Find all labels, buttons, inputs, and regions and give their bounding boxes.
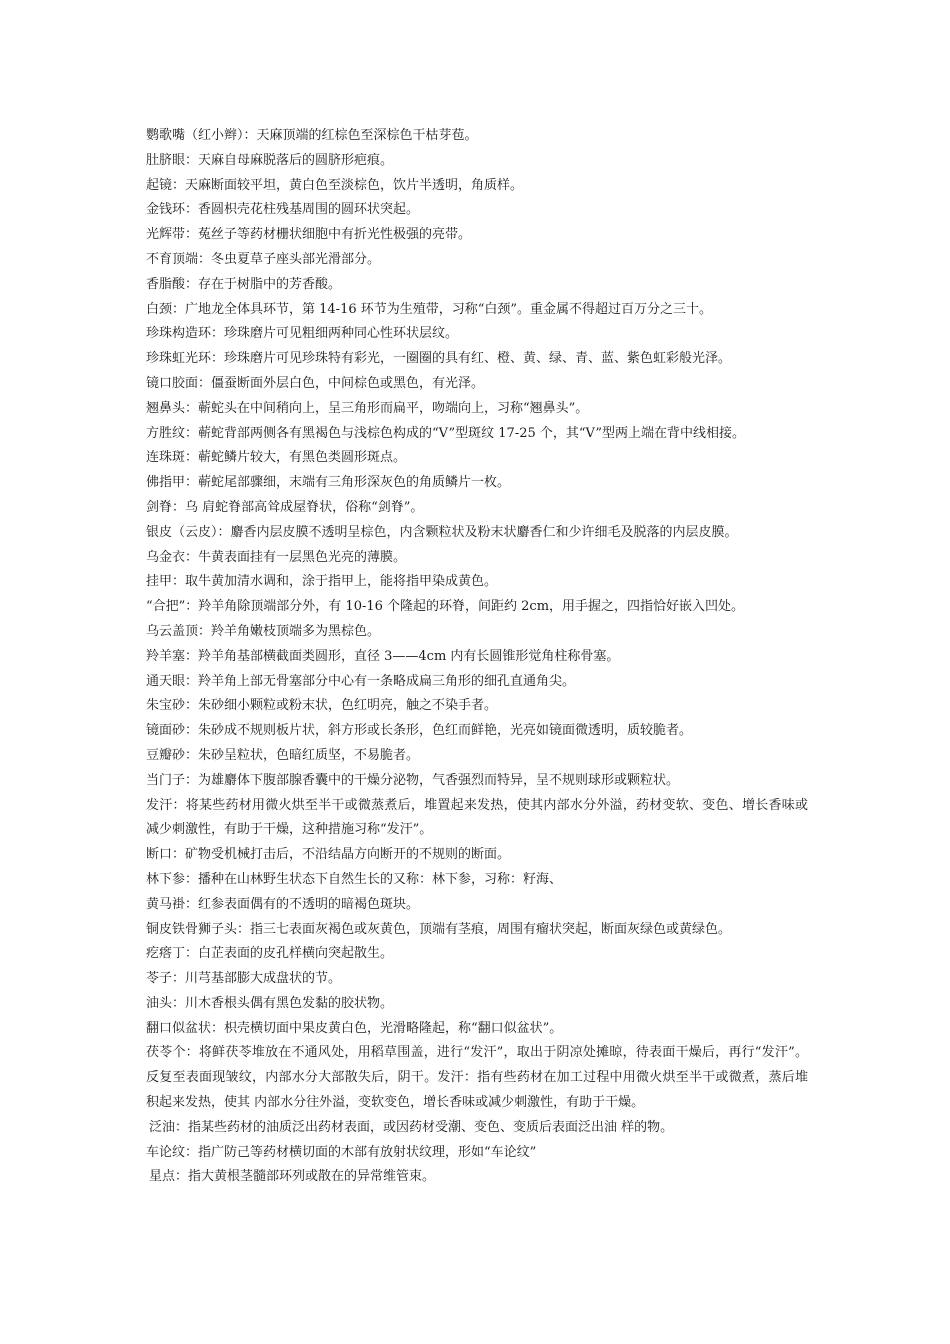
- glossary-entry: 疙瘩丁：白芷表面的皮孔样横向突起散生。: [146, 946, 394, 962]
- glossary-entry: “合把”：羚羊角除顶端部分外，有 10-16 个隆起的环脊，间距约 2cm，用手握之，四指恰好嵌入凹处。: [146, 599, 745, 615]
- glossary-entry: 发汗：将某些药材用微火烘至半干或微蒸煮后，堆置起来发热，使其内部水分外溢，药材变软、变色、增长香味或减少刺激性，有助于干燥，这种措施习称“发汗”。: [146, 797, 808, 838]
- glossary-entry: 苓子：川芎基部膨大成盘状的节。: [146, 971, 342, 987]
- glossary-entry: 金钱环：香圆枳壳花柱残基周围的圆环状突起。: [146, 202, 420, 218]
- glossary-entry: 茯苓个：将鲜茯苓堆放在不通风处，用稻草围盖，进行“发汗”，取出于阴凉处摊晾，待表面干燥后，再行“发汗”。反复至表面现皱纹，内部水分大部散失后，阴干。发汗：指有些药材在加工过程中用微火烘至半干或微煮，蒸后堆积起来发热，使其 内部水分往外溢，变软变色，增长香味或减少刺激性，有助于干燥。: [146, 1045, 808, 1111]
- glossary-entry: 光辉带：菟丝子等药材栅状细胞中有折光性极强的亮带。: [146, 227, 472, 243]
- glossary-entry: 剑脊：乌 肩蛇脊部高耸成屋脊状，俗称“剑脊”。: [146, 499, 424, 515]
- glossary-entry: 通天眼：羚羊角上部无骨塞部分中心有一条略成扁三角形的细孔直通角尖。: [146, 673, 576, 689]
- glossary-entry: 方胜纹：蕲蛇背部两侧各有黑褐色与浅棕色构成的“V”型斑纹 17-25 个，其“V”型两上端在背中线相接。: [146, 425, 746, 441]
- glossary-entry: 翻口似盆状：枳壳横切面中果皮黄白色，光滑略隆起，称“翻口似盆状”。: [146, 1020, 563, 1036]
- glossary-entry: 车论纹：指广防己等药材横切面的木部有放射状纹理，形如“车论纹”: [146, 1144, 537, 1160]
- glossary-entry: 豆瓣砂：朱砂呈粒状，色暗红质坚，不易脆者。: [146, 747, 420, 763]
- glossary-entry: 黄马褂：红参表面偶有的不透明的暗褐色斑块。: [146, 896, 420, 912]
- glossary-entry: 朱宝砂：朱砂细小颗粒或粉末状，色红明亮，触之不染手者。: [146, 698, 498, 714]
- glossary-entry: 不育顶端：冬虫夏草子座头部光滑部分。: [146, 251, 381, 267]
- glossary-entry: 当门子：为雄麝体下腹部腺香囊中的干燥分泌物，气香强烈而特异，呈不规则球形或颗粒状。: [146, 772, 680, 788]
- glossary-entry: 泛油：指某些药材的油质泛出药材表面，或因药材受潮、变色、变质后表面泛出油 样的物。: [149, 1119, 674, 1135]
- glossary-entry: 鹦歌嘴（红小辫）：天麻顶端的红棕色至深棕色干枯芽苞。: [146, 128, 478, 143]
- glossary-entry: 珍珠构造环：珍珠磨片可见粗细两种同心性环状层纹。: [146, 326, 459, 342]
- glossary-entry: 羚羊塞：羚羊角基部横截面类圆形，直径 3——4cm 内有长圆锥形觉角柱称骨塞。: [146, 648, 620, 664]
- glossary-entry: 佛指甲：蕲蛇尾部骤细，末端有三角形深灰色的角质鳞片一枚。: [146, 475, 511, 491]
- glossary-entry: 肚脐眼：天麻自母麻脱落后的圆脐形疤痕。: [146, 152, 394, 168]
- glossary-entry: 起镜：天麻断面较平坦，黄白色至淡棕色，饮片半透明，角质样。: [146, 177, 524, 193]
- glossary-entry: 油头：川木香根头偶有黑色发黏的胶状物。: [146, 995, 394, 1011]
- glossary-entry: 镜面砂：朱砂成不规则板片状，斜方形或长条形，色红而鲜艳，光亮如镜面微透明，质较脆者。: [146, 723, 693, 739]
- glossary-entry: 珍珠虹光环：珍珠磨片可见珍珠特有彩光，一圈圈的具有红、橙、黄、绿、青、蓝、紫色虹彩般光泽。: [146, 351, 732, 367]
- glossary-entry: 翘鼻头：蕲蛇头在中间稍向上，呈三角形而扁平，吻端向上，习称“翘鼻头”。: [146, 400, 589, 416]
- glossary-body: [146, 124, 808, 1190]
- glossary-entry: 林下参：播种在山林野生状态下自然生长的又称：林下参，习称：籽海、: [146, 871, 563, 887]
- glossary-entry: 乌金衣：牛黄表面挂有一层黑色光亮的薄膜。: [146, 549, 407, 565]
- glossary-entry: 镜口胶面：僵蚕断面外层白色，中间棕色或黑色，有光泽。: [146, 375, 485, 391]
- glossary-entry: 连珠斑：蕲蛇鳞片较大，有黑色类圆形斑点。: [146, 450, 407, 466]
- glossary-entry: 乌云盖顶：羚羊角嫩枝顶端多为黑棕色。: [146, 623, 381, 639]
- glossary-entry: 白颈：广地龙全体具环节，第 14-16 环节为生殖带，习称“白颈”。重金属不得超过百万分之三十。: [146, 301, 713, 317]
- glossary-entry: 香脂酸：存在于树脂中的芳香酸。: [146, 276, 342, 292]
- glossary-entry: 银皮（云皮）：麝香内层皮膜不透明呈棕色，内含颗粒状及粉末状麝香仁和少许细毛及脱落的内层皮膜。: [146, 524, 738, 540]
- glossary-entry: 星点：指大黄根茎髓部环列或散在的异常维管束。: [149, 1169, 436, 1185]
- glossary-entry: 挂甲：取牛黄加清水调和，涂于指甲上，能将指甲染成黄色。: [146, 574, 498, 590]
- glossary-entry: 断口：矿物受机械打击后，不沿结晶方向断开的不规则的断面。: [146, 847, 511, 863]
- glossary-entry: 铜皮铁骨狮子头：指三七表面灰褐色或灰黄色，顶端有茎痕，周围有瘤状突起，断面灰绿色或黄绿色。: [146, 921, 732, 937]
